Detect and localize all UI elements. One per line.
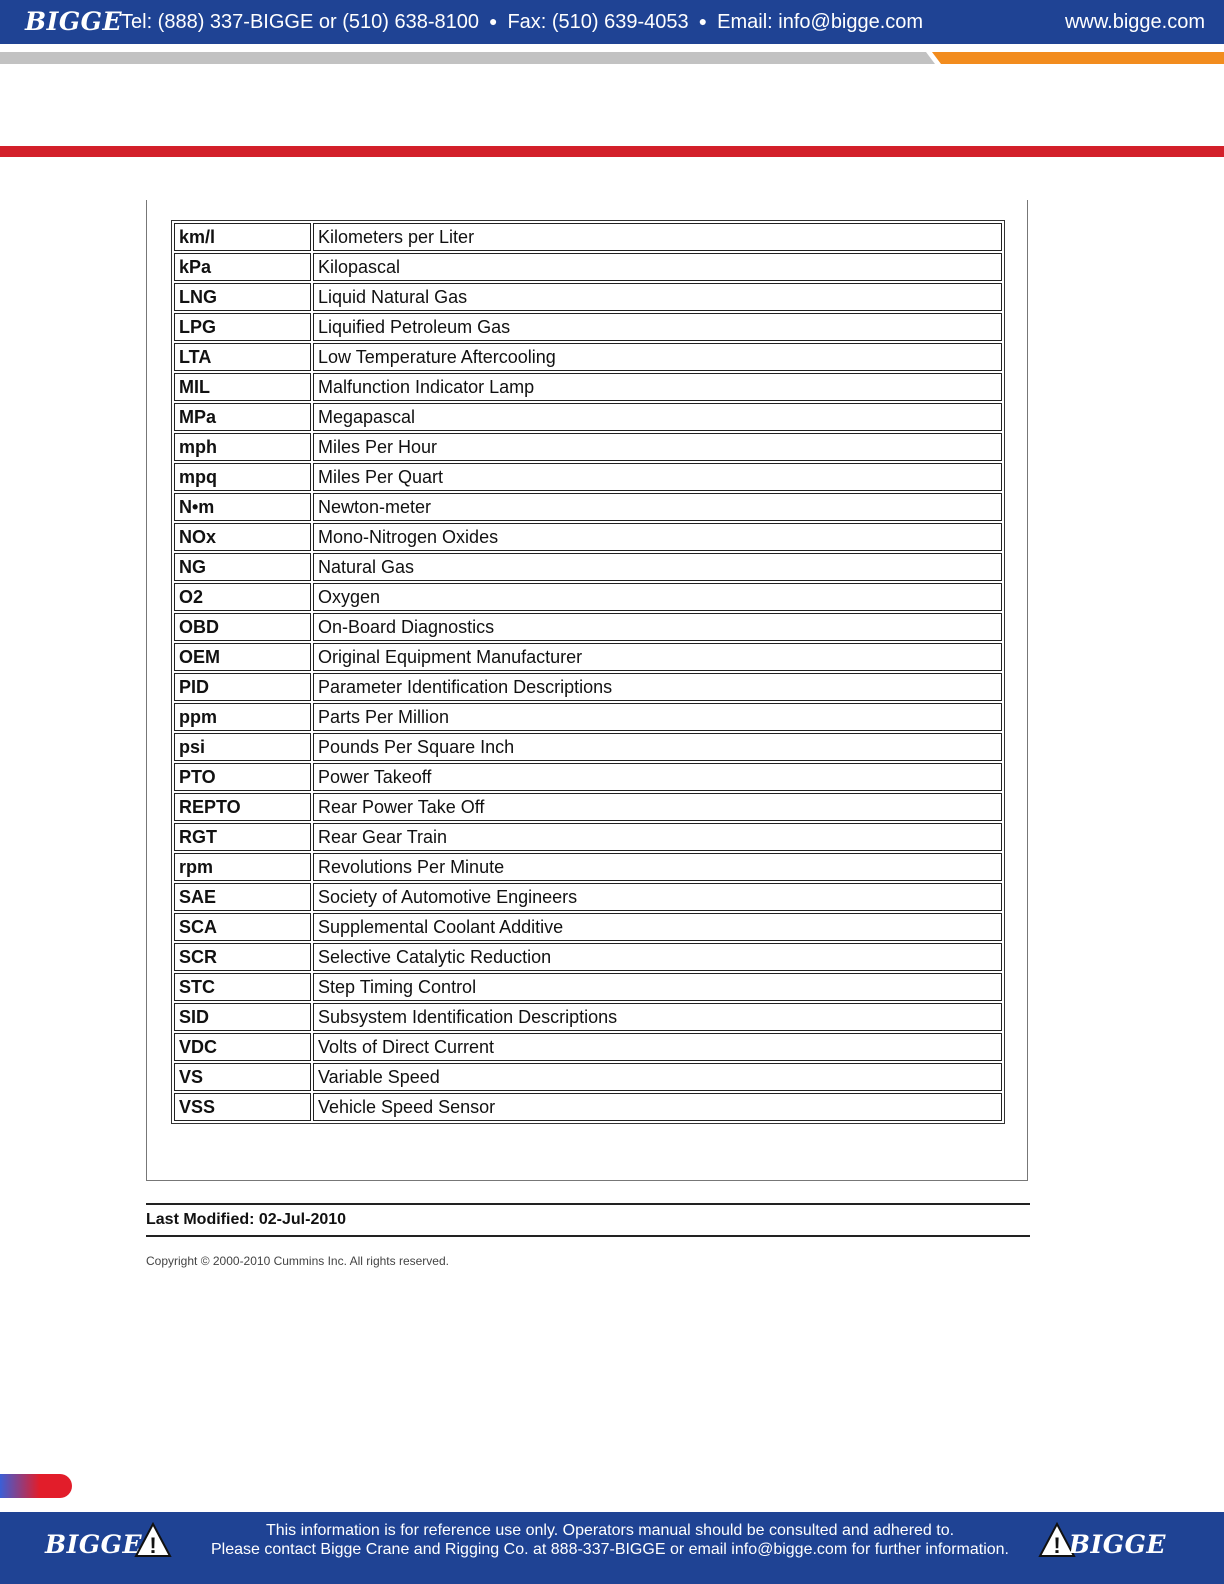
abbreviation-cell: LPG (174, 313, 311, 341)
abbreviation-cell: PID (174, 673, 311, 701)
fax-number: Fax: (510) 639-4053 (507, 11, 689, 33)
email-link[interactable]: Email: info@bigge.com (717, 11, 924, 33)
abbreviation-cell: SCA (174, 913, 311, 941)
top-bar (0, 0, 1224, 44)
table-row (174, 583, 1002, 611)
table-row (174, 883, 1002, 911)
table-row (174, 1093, 1002, 1121)
table-row (174, 403, 1002, 431)
contact-info (121, 11, 923, 34)
definition-cell: Original Equipment Manufacturer (313, 643, 1002, 671)
table-row (174, 913, 1002, 941)
definition-cell: Revolutions Per Minute (313, 853, 1002, 881)
abbreviation-cell: STC (174, 973, 311, 1001)
definition-cell: Society of Automotive Engineers (313, 883, 1002, 911)
abbreviation-cell: SAE (174, 883, 311, 911)
table-row (174, 763, 1002, 791)
definition-cell: Megapascal (313, 403, 1002, 431)
table-row (174, 673, 1002, 701)
table-row (174, 733, 1002, 761)
definition-cell: Selective Catalytic Reduction (313, 943, 1002, 971)
table-row (174, 523, 1002, 551)
definition-cell: Power Takeoff (313, 763, 1002, 791)
table-row (174, 343, 1002, 371)
definition-cell: Newton-meter (313, 493, 1002, 521)
abbreviation-cell: rpm (174, 853, 311, 881)
abbreviations-table (171, 220, 1005, 1124)
definition-cell: Kilopascal (313, 253, 1002, 281)
abbreviation-cell: SCR (174, 943, 311, 971)
abbreviation-cell: mpq (174, 463, 311, 491)
table-row (174, 1063, 1002, 1091)
abbreviation-cell: kPa (174, 253, 311, 281)
table-row (174, 283, 1002, 311)
definition-cell: Step Timing Control (313, 973, 1002, 1001)
bigge-logo: BIGGE (45, 1530, 143, 1559)
definition-cell: Natural Gas (313, 553, 1002, 581)
separator-dot: ● (488, 13, 498, 29)
definition-cell: Liquid Natural Gas (313, 283, 1002, 311)
warning-glyph: ! (149, 1533, 157, 1558)
bottom-bar (0, 1512, 1224, 1584)
abbreviation-cell: VSS (174, 1093, 311, 1121)
abbreviation-cell: LTA (174, 343, 311, 371)
abbreviation-cell: ppm (174, 703, 311, 731)
abbreviation-cell: VDC (174, 1033, 311, 1061)
definition-cell: Parameter Identification Descriptions (313, 673, 1002, 701)
table-row (174, 1033, 1002, 1061)
table-row (174, 223, 1002, 251)
table-row (174, 973, 1002, 1001)
definition-cell: On-Board Diagnostics (313, 613, 1002, 641)
definition-cell: Subsystem Identification Descriptions (313, 1003, 1002, 1031)
table-row (174, 703, 1002, 731)
disclaimer-line-1: This information is for reference use only. Operators manual should be consulted and adhered to. (265, 1522, 955, 1539)
definition-cell: Pounds Per Square Inch (313, 733, 1002, 761)
table-row (174, 313, 1002, 341)
divider-line (146, 1203, 1030, 1205)
definition-cell: Variable Speed (313, 1063, 1002, 1091)
table-row (174, 613, 1002, 641)
abbreviation-cell: REPTO (174, 793, 311, 821)
abbreviation-cell: O2 (174, 583, 311, 611)
gray-stripe (0, 52, 935, 64)
table-row (174, 253, 1002, 281)
disclaimer-line-2: Please contact Bigge Crane and Rigging Co. at 888-337-BIGGE or email info@bigge.com for further information. (211, 1541, 1009, 1558)
definition-cell: Vehicle Speed Sensor (313, 1093, 1002, 1121)
table-row (174, 943, 1002, 971)
phone-number[interactable]: Tel: (888) 337-BIGGE or (510) 638-8100 (121, 11, 479, 33)
definition-cell: Supplemental Coolant Additive (313, 913, 1002, 941)
definition-cell: Parts Per Million (313, 703, 1002, 731)
abbreviation-cell: MIL (174, 373, 311, 401)
table-row (174, 643, 1002, 671)
abbreviation-cell: NG (174, 553, 311, 581)
abbreviation-cell: MPa (174, 403, 311, 431)
website-link[interactable]: www.bigge.com (1064, 11, 1205, 33)
table-row (174, 793, 1002, 821)
bigge-logo: BIGGE (1068, 1530, 1166, 1559)
table-row (174, 853, 1002, 881)
divider-line (146, 1235, 1030, 1237)
definition-cell: Kilometers per Liter (313, 223, 1002, 251)
definition-cell: Rear Gear Train (313, 823, 1002, 851)
definition-cell: Oxygen (313, 583, 1002, 611)
abbreviation-cell: VS (174, 1063, 311, 1091)
table-row (174, 1003, 1002, 1031)
abbreviation-cell: PTO (174, 763, 311, 791)
definition-cell: Volts of Direct Current (313, 1033, 1002, 1061)
definition-cell: Rear Power Take Off (313, 793, 1002, 821)
warning-triangle-icon (134, 1522, 172, 1558)
definition-cell: Liquified Petroleum Gas (313, 313, 1002, 341)
abbreviation-cell: RGT (174, 823, 311, 851)
definition-cell: Mono-Nitrogen Oxides (313, 523, 1002, 551)
abbreviation-cell: psi (174, 733, 311, 761)
copyright-notice: Copyright © 2000-2010 Cummins Inc. All rights reserved. (146, 1254, 449, 1268)
table-row (174, 463, 1002, 491)
orange-stripe (932, 52, 1224, 64)
abbreviation-cell: N•m (174, 493, 311, 521)
abbreviation-cell: mph (174, 433, 311, 461)
side-tab[interactable] (0, 1474, 72, 1498)
table-row (174, 553, 1002, 581)
warning-glyph: ! (1053, 1533, 1061, 1558)
abbreviation-cell: OBD (174, 613, 311, 641)
table-row (174, 493, 1002, 521)
definition-cell: Low Temperature Aftercooling (313, 343, 1002, 371)
definition-cell: Malfunction Indicator Lamp (313, 373, 1002, 401)
table-row (174, 433, 1002, 461)
separator-dot: ● (698, 13, 708, 29)
abbreviation-cell: NOx (174, 523, 311, 551)
abbreviation-cell: OEM (174, 643, 311, 671)
abbreviation-cell: LNG (174, 283, 311, 311)
last-modified: Last Modified: 02-Jul-2010 (146, 1211, 347, 1228)
abbreviation-cell: SID (174, 1003, 311, 1031)
table-row (174, 823, 1002, 851)
definition-cell: Miles Per Quart (313, 463, 1002, 491)
abbreviation-cell: km/l (174, 223, 311, 251)
bigge-logo[interactable]: BIGGE (25, 7, 123, 36)
red-stripe (0, 146, 1224, 157)
definition-cell: Miles Per Hour (313, 433, 1002, 461)
document-panel (146, 200, 1028, 1181)
table-row (174, 373, 1002, 401)
